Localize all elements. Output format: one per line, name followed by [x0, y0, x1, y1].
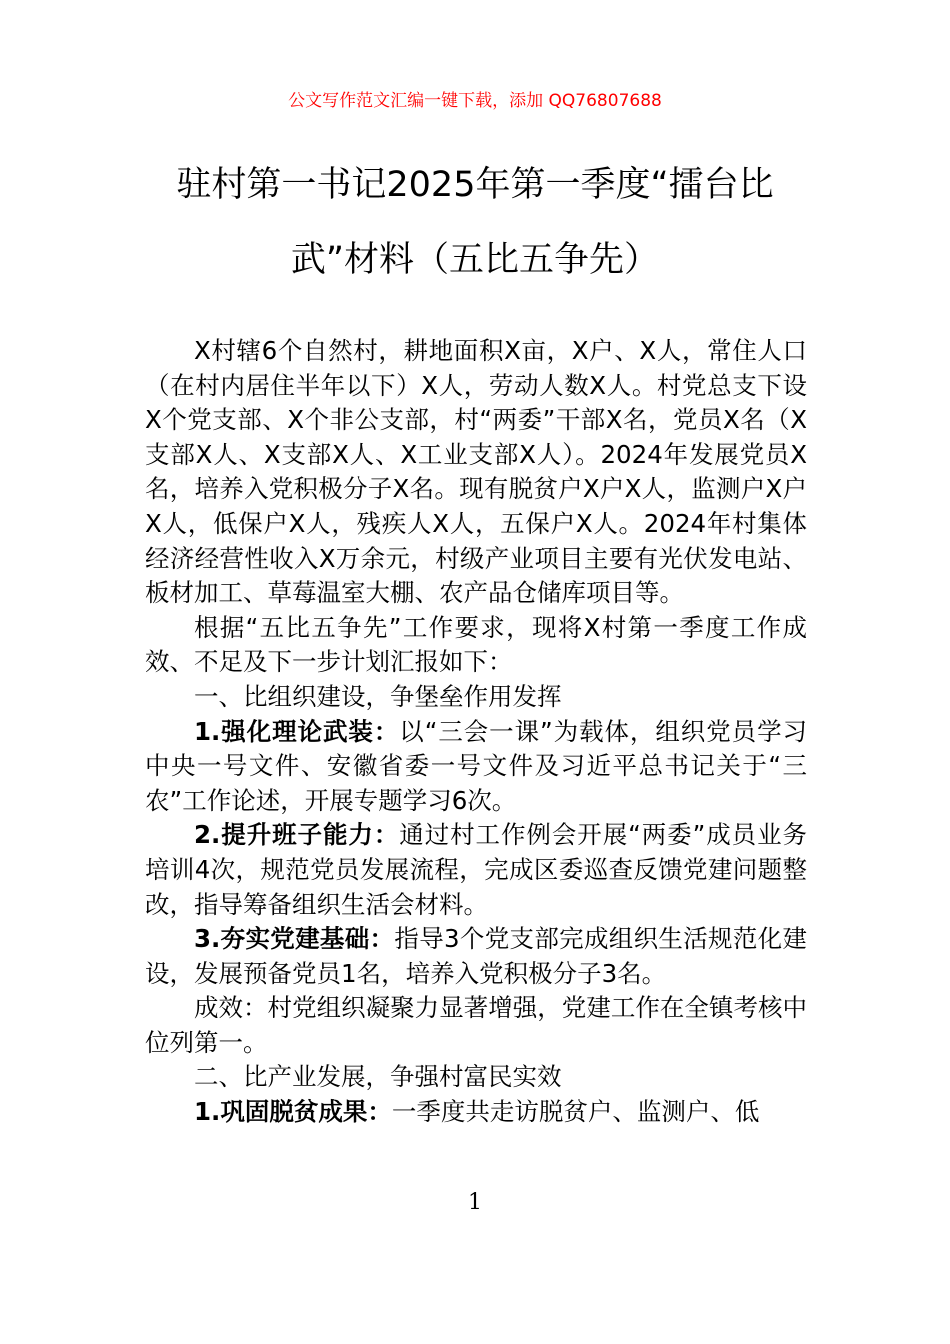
document-title [150, 148, 800, 298]
item-poverty-text: 一季度共走访脱贫户、监测户、低 [391, 1097, 760, 1127]
item-poverty-lead: 1.巩固脱贫成果： [194, 1097, 392, 1127]
document-body [145, 334, 807, 1130]
item-theory-lead: 1.强化理论武装： [194, 716, 400, 746]
item-team-lead: 2.提升班子能力： [194, 820, 400, 850]
title-line-2: 武”材料（五比五争先） [290, 240, 660, 280]
item-theory [145, 715, 807, 819]
paragraph-result: 成效：村党组织凝聚力显著增强，党建工作在全镇考核中位列第一。 [145, 993, 807, 1057]
paragraph-purpose: 根据“五比五争先”工作要求，现将X村第一季度工作成效、不足及下一步计划汇报如下： [145, 612, 807, 677]
item-team [145, 818, 807, 922]
item-foundation-lead: 3.夯实党建基础： [194, 924, 395, 954]
section-heading-organization: 一、比组织建设，争堡垒作用发挥 [194, 681, 562, 711]
page-number: 1 [468, 1190, 482, 1215]
item-team-text: 通过村工作例会开展“两委”成员业务培训4次，规范党员发展流程，完成区委巡查反馈党建问题整改，指导筹备组织生活会材料。 [145, 820, 807, 919]
item-poverty [145, 1095, 807, 1130]
item-theory-text: 以“三会一课”为载体，组织党员学习中央一号文件、安徽省委一号文件及习近平总书记关于“三农”工作论述，开展专题学习6次。 [145, 716, 807, 815]
section-heading-industry: 二、比产业发展，争强村富民实效 [194, 1062, 562, 1092]
header-banner: 公文写作范文汇编一键下载，添加 QQ76807688 [288, 91, 662, 111]
title-line-1: 驻村第一书记2025年第一季度“擂台比 [176, 165, 774, 205]
item-foundation [145, 922, 807, 991]
item-foundation-text: 指导3个党支部完成组织生活规范化建设，发展预备党员1名，培养入党积极分子3名。 [145, 924, 807, 988]
paragraph-intro: X村辖6个自然村，耕地面积X亩，X户、X人，常住人口（在村内居住半年以下）X人，劳动人数X人。村党总支下设X个党支部、X个非公支部，村“两委”干部X名，党员X名（X支部X人、X支部X人、X工业支部X人）。2024年发展党员X名，培养入党积极分子X名。现有脱贫户X户X人，监测户X户X人，低保户X人，残疾人X人，五保户X人。2024年村集体经济经营性收入X万余元，村级产业项目主要有光伏发电站、板材加工、草莓温室大棚、农产品仓储库项目等。 [145, 336, 807, 608]
